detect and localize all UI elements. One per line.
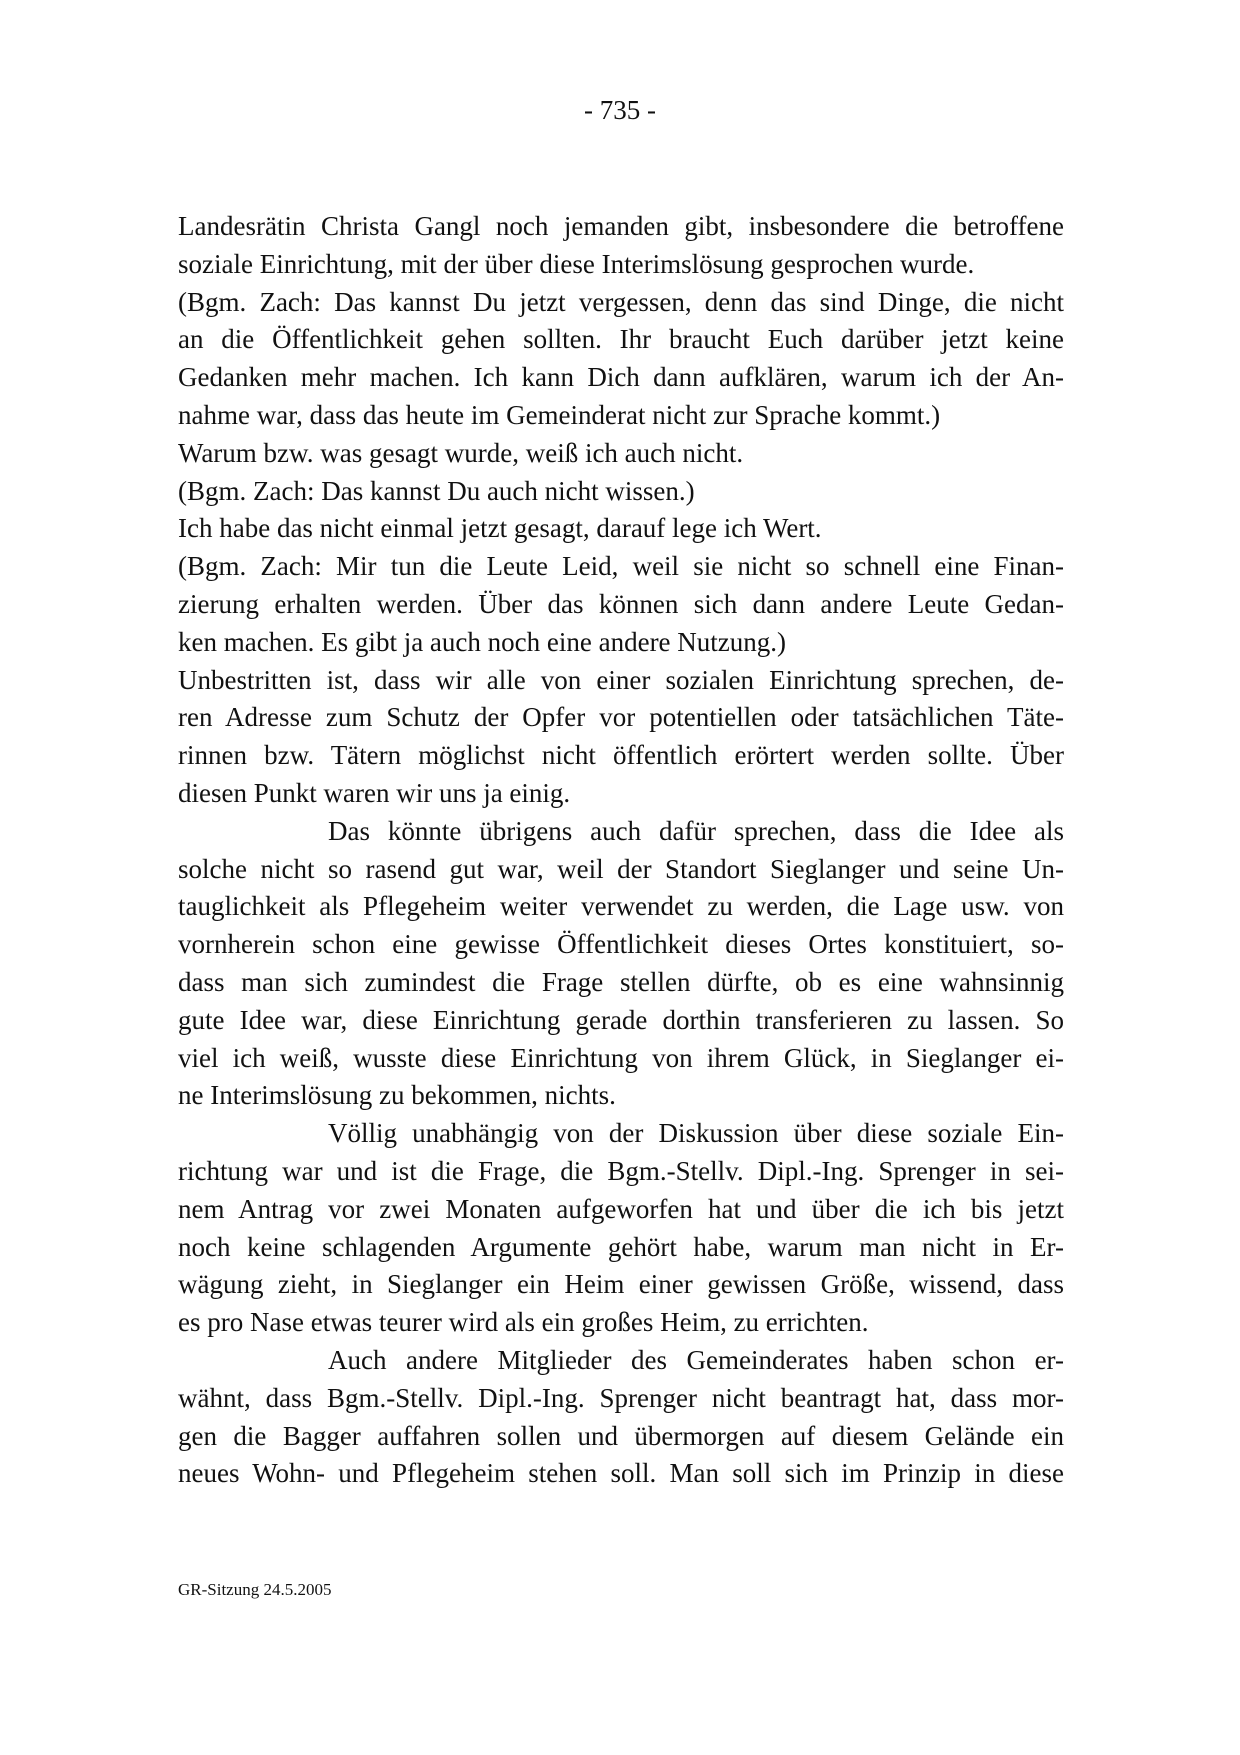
paragraph bbox=[178, 548, 1064, 661]
text-line: Ich habe das nicht einmal jetzt gesagt, darauf lege ich Wert. bbox=[178, 513, 822, 544]
text-line: Auch andere Mitglieder des Gemeinderates haben schon er- bbox=[328, 1344, 1064, 1375]
text-line: an die Öffentlichkeit gehen sollten. Ihr braucht Euch darüber jetzt keine bbox=[178, 324, 1064, 355]
text-line: nem Antrag vor zwei Monaten aufgeworfen hat und über die ich bis jetzt bbox=[178, 1193, 1064, 1224]
text-line: Unbestritten ist, dass wir alle von einer sozialen Einrichtung sprechen, de- bbox=[178, 664, 1064, 695]
text-line: ren Adresse zum Schutz der Opfer vor potentiellen oder tatsächlichen Täte- bbox=[178, 702, 1064, 733]
text-line: vornherein schon eine gewisse Öffentlichkeit dieses Ortes konstituiert, so- bbox=[178, 929, 1064, 960]
text-line: es pro Nase etwas teurer wird als ein großes Heim, zu errichten. bbox=[178, 1307, 869, 1338]
text-line: rinnen bzw. Tätern möglichst nicht öffentlich erörtert werden sollte. Über bbox=[178, 740, 1064, 771]
text-line: Landesrätin Christa Gangl noch jemanden gibt, insbesondere die betroffene bbox=[178, 211, 1064, 241]
body-text bbox=[178, 208, 1064, 1493]
text-line: Warum bzw. was gesagt wurde, weiß ich auch nicht. bbox=[178, 437, 744, 468]
text-line: wägung zieht, in Sieglanger ein Heim einer gewissen Größe, wissend, dass bbox=[178, 1269, 1064, 1300]
text-line: gute Idee war, diese Einrichtung gerade dorthin transferieren zu lassen. So bbox=[178, 1004, 1064, 1035]
text-line: zierung erhalten werden. Über das können sich dann andere Leute Gedan- bbox=[178, 588, 1064, 619]
paragraph bbox=[178, 1115, 1064, 1342]
text-line: viel ich weiß, wusste diese Einrichtung von ihrem Glück, in Sieglanger ei- bbox=[178, 1042, 1064, 1073]
text-line: nahme war, dass das heute im Gemeinderat nicht zur Sprache kommt.) bbox=[178, 399, 941, 430]
text-line: neues Wohn- und Pflegeheim stehen soll. Man soll sich im Prinzip in diese bbox=[178, 1458, 1064, 1489]
text-line: (Bgm. Zach: Das kannst Du auch nicht wissen.) bbox=[178, 475, 695, 506]
paragraph bbox=[178, 435, 1064, 473]
text-line: diesen Punkt waren wir uns ja einig. bbox=[178, 777, 571, 808]
text-line: soziale Einrichtung, mit der über diese Interimslösung gesprochen wurde. bbox=[178, 248, 975, 279]
page-number: - 735 - bbox=[584, 95, 656, 125]
text-line: wähnt, dass Bgm.-Stellv. Dipl.-Ing. Sprenger nicht beantragt hat, dass mor- bbox=[178, 1382, 1064, 1413]
paragraph bbox=[178, 510, 1064, 548]
text-line: Völlig unabhängig von der Diskussion über diese soziale Ein- bbox=[328, 1118, 1064, 1149]
paragraph bbox=[178, 208, 1064, 284]
text-line: Das könnte übrigens auch dafür sprechen, dass die Idee als bbox=[328, 815, 1064, 846]
text-line: noch keine schlagenden Argumente gehört habe, warum man nicht in Er- bbox=[178, 1231, 1064, 1262]
text-line: (Bgm. Zach: Das kannst Du jetzt vergessen, denn das sind Dinge, die nicht bbox=[178, 286, 1064, 317]
text-line: gen die Bagger auffahren sollen und übermorgen auf diesem Gelände ein bbox=[178, 1420, 1064, 1451]
footer-session-date: GR-Sitzung 24.5.2005 bbox=[178, 1580, 332, 1599]
text-line: richtung war und ist die Frage, die Bgm.-Stellv. Dipl.-Ing. Sprenger in sei- bbox=[178, 1155, 1064, 1186]
paragraph bbox=[178, 662, 1064, 813]
paragraph bbox=[178, 284, 1064, 435]
text-line: ken machen. Es gibt ja auch noch eine andere Nutzung.) bbox=[178, 626, 787, 657]
text-line: solche nicht so rasend gut war, weil der Standort Sieglanger und seine Un- bbox=[178, 853, 1064, 884]
text-line: Gedanken mehr machen. Ich kann Dich dann aufklären, warum ich der An- bbox=[178, 362, 1064, 393]
paragraph bbox=[178, 473, 1064, 511]
text-line: dass man sich zumindest die Frage stellen dürfte, ob es eine wahnsinnig bbox=[178, 966, 1064, 997]
paragraph bbox=[178, 813, 1064, 1115]
text-line: (Bgm. Zach: Mir tun die Leute Leid, weil sie nicht so schnell eine Finan- bbox=[178, 551, 1064, 582]
text-line: ne Interimslösung zu bekommen, nichts. bbox=[178, 1080, 616, 1111]
paragraph bbox=[178, 1342, 1064, 1493]
text-line: tauglichkeit als Pflegeheim weiter verwendet zu werden, die Lage usw. von bbox=[178, 891, 1064, 922]
